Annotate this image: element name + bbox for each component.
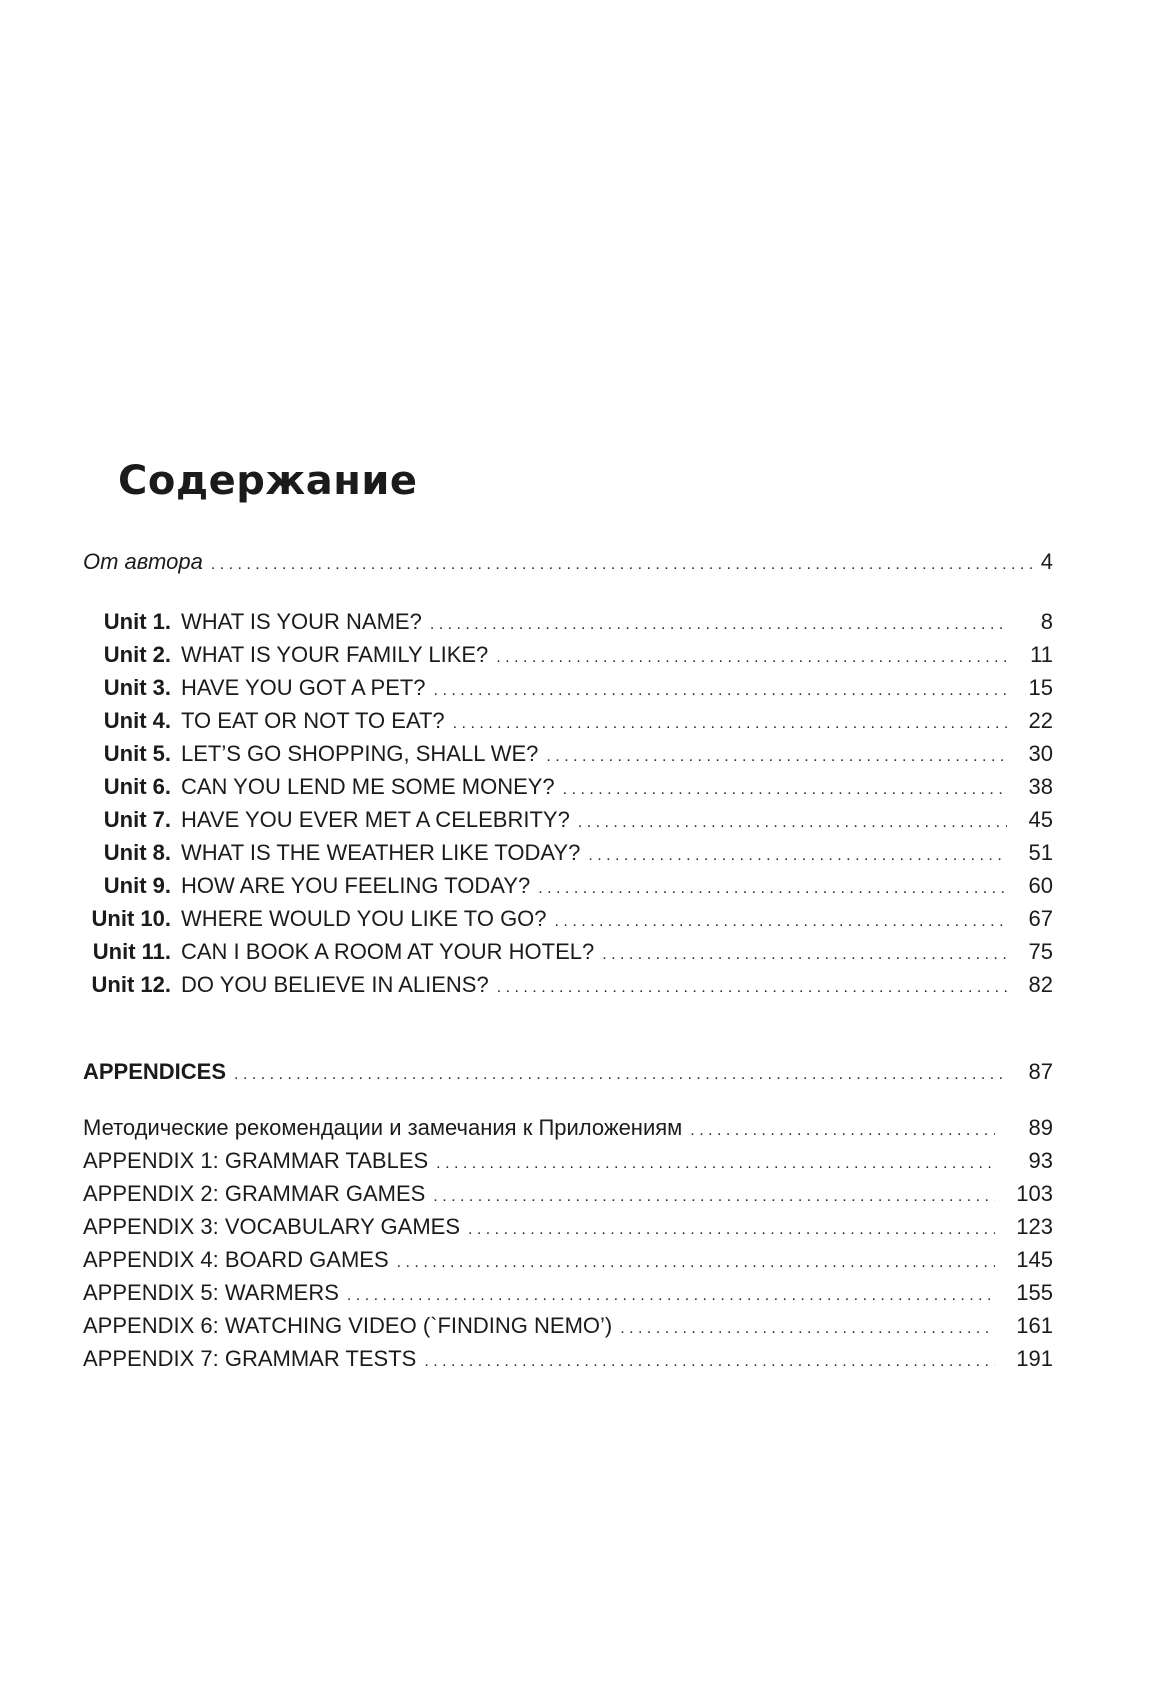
toc-entry-label: APPENDIX 1: GRAMMAR TABLES [83, 1148, 429, 1173]
unit-number: Unit 11. [92, 939, 171, 964]
toc-entry-unit [83, 707, 1053, 738]
toc-entry-unit [83, 905, 1053, 936]
toc-page-number: 89 [1028, 1115, 1053, 1140]
dot-leader [602, 941, 1007, 969]
dot-leader [430, 611, 1007, 639]
toc-entry-unit [83, 740, 1053, 771]
toc-entry-unit [83, 971, 1053, 1002]
toc-entry-label: APPENDIX 4: BOARD GAMES [83, 1247, 389, 1272]
toc-page-number: 75 [1028, 939, 1053, 964]
toc-page-number: 103 [1016, 1181, 1053, 1206]
unit-number: Unit 6. [103, 774, 171, 799]
toc-page-number: 145 [1016, 1247, 1053, 1272]
toc-entry-label: APPENDIX 7: GRAMMAR TESTS [83, 1346, 417, 1371]
toc-entry-appendix [83, 1114, 1053, 1145]
dot-leader [234, 1061, 1007, 1089]
unit-number: Unit 3. [103, 675, 171, 700]
toc-page-number: 67 [1028, 906, 1053, 931]
dot-leader [563, 776, 1007, 804]
unit-title: HAVE YOU GOT A PET? [181, 675, 426, 700]
unit-title: TO EAT OR NOT TO EAT? [181, 708, 445, 733]
toc-page-number: 4 [1040, 549, 1053, 574]
dot-leader [588, 842, 1007, 870]
dot-leader [578, 809, 1007, 837]
toc-entry-label: APPENDIX 3: VOCABULARY GAMES [83, 1214, 460, 1239]
dot-leader [347, 1282, 995, 1310]
toc-entry-unit [83, 641, 1053, 672]
toc-entry-unit [83, 872, 1053, 903]
unit-title: WHERE WOULD YOU LIKE TO GO? [181, 906, 547, 931]
toc-page-number: 82 [1028, 972, 1053, 997]
toc-page-number: 11 [1030, 642, 1053, 667]
unit-title: WHAT IS YOUR FAMILY LIKE? [181, 642, 489, 667]
toc-page-number: 8 [1040, 609, 1053, 634]
toc-entry-unit [83, 806, 1053, 837]
dot-leader [690, 1117, 995, 1145]
dot-leader [433, 1183, 995, 1211]
dot-leader [497, 974, 1007, 1002]
page-title: Содержание [118, 458, 418, 504]
toc-page-number: 45 [1028, 807, 1053, 832]
toc-entry-author [83, 548, 1053, 579]
toc-entry-label: APPENDIX 6: WATCHING VIDEO (`FINDING NEMO’) [83, 1313, 613, 1338]
unit-title: WHAT IS THE WEATHER LIKE TODAY? [181, 840, 581, 865]
toc-page-number: 161 [1016, 1313, 1053, 1338]
dot-leader [555, 908, 1007, 936]
unit-title: HAVE YOU EVER MET A CELEBRITY? [181, 807, 570, 832]
dot-leader [397, 1249, 995, 1277]
toc-entry-label: APPENDICES [83, 1059, 227, 1084]
dot-leader [424, 1348, 995, 1376]
dot-leader [546, 743, 1007, 771]
toc-entry-appendix [83, 1312, 1053, 1343]
unit-number: Unit 2. [103, 642, 171, 667]
toc-page-number: 93 [1028, 1148, 1053, 1173]
dot-leader [211, 551, 1033, 579]
toc-entry-unit [83, 608, 1053, 639]
toc-page-number: 30 [1028, 741, 1053, 766]
toc-entry-appendix [83, 1279, 1053, 1310]
toc-entry-appendix [83, 1213, 1053, 1244]
unit-title: CAN I BOOK A ROOM AT YOUR HOTEL? [181, 939, 595, 964]
toc-page-number: 191 [1016, 1346, 1053, 1371]
unit-title: LET’S GO SHOPPING, SHALL WE? [181, 741, 539, 766]
toc-page-number: 38 [1028, 774, 1053, 799]
unit-title: WHAT IS YOUR NAME? [181, 609, 422, 634]
dot-leader [436, 1150, 995, 1178]
unit-title: DO YOU BELIEVE IN ALIENS? [181, 972, 489, 997]
unit-number: Unit 5. [103, 741, 171, 766]
dot-leader [434, 677, 1007, 705]
dot-leader [453, 710, 1007, 738]
unit-number: Unit 12. [91, 972, 171, 997]
unit-title: HOW ARE YOU FEELING TODAY? [181, 873, 531, 898]
unit-number: Unit 7. [103, 807, 171, 832]
toc-page-number: 87 [1028, 1059, 1053, 1084]
dot-leader [538, 875, 1007, 903]
toc-entry-appendix [83, 1147, 1053, 1178]
dot-leader [620, 1315, 995, 1343]
unit-number: Unit 1. [103, 609, 171, 634]
toc-entry-unit [83, 839, 1053, 870]
toc-entry-appendices [83, 1058, 1053, 1089]
toc-page-number: 51 [1028, 840, 1053, 865]
toc-entry-unit [83, 674, 1053, 705]
toc-entry-unit [83, 938, 1053, 969]
toc-entry-label: APPENDIX 5: WARMERS [83, 1280, 339, 1305]
toc-page-number: 15 [1028, 675, 1053, 700]
toc-entry-label: APPENDIX 2: GRAMMAR GAMES [83, 1181, 426, 1206]
toc-entry-appendix [83, 1246, 1053, 1277]
unit-number: Unit 4. [103, 708, 171, 733]
dot-leader [496, 644, 1007, 672]
unit-number: Unit 9. [103, 873, 171, 898]
unit-number: Unit 10. [91, 906, 171, 931]
toc-page-number: 60 [1028, 873, 1053, 898]
toc-entry-unit [83, 773, 1053, 804]
unit-number: Unit 8. [103, 840, 171, 865]
unit-title: CAN YOU LEND ME SOME MONEY? [181, 774, 555, 799]
dot-leader [468, 1216, 995, 1244]
toc-page-number: 22 [1028, 708, 1053, 733]
toc-page-number: 155 [1016, 1280, 1053, 1305]
toc-page-number: 123 [1016, 1214, 1053, 1239]
toc-entry-label: От автора [83, 549, 203, 574]
toc-entry-label: Методические рекомендации и замечания к Приложениям [83, 1115, 683, 1140]
toc-entry-appendix [83, 1180, 1053, 1211]
toc-entry-appendix [83, 1345, 1053, 1376]
